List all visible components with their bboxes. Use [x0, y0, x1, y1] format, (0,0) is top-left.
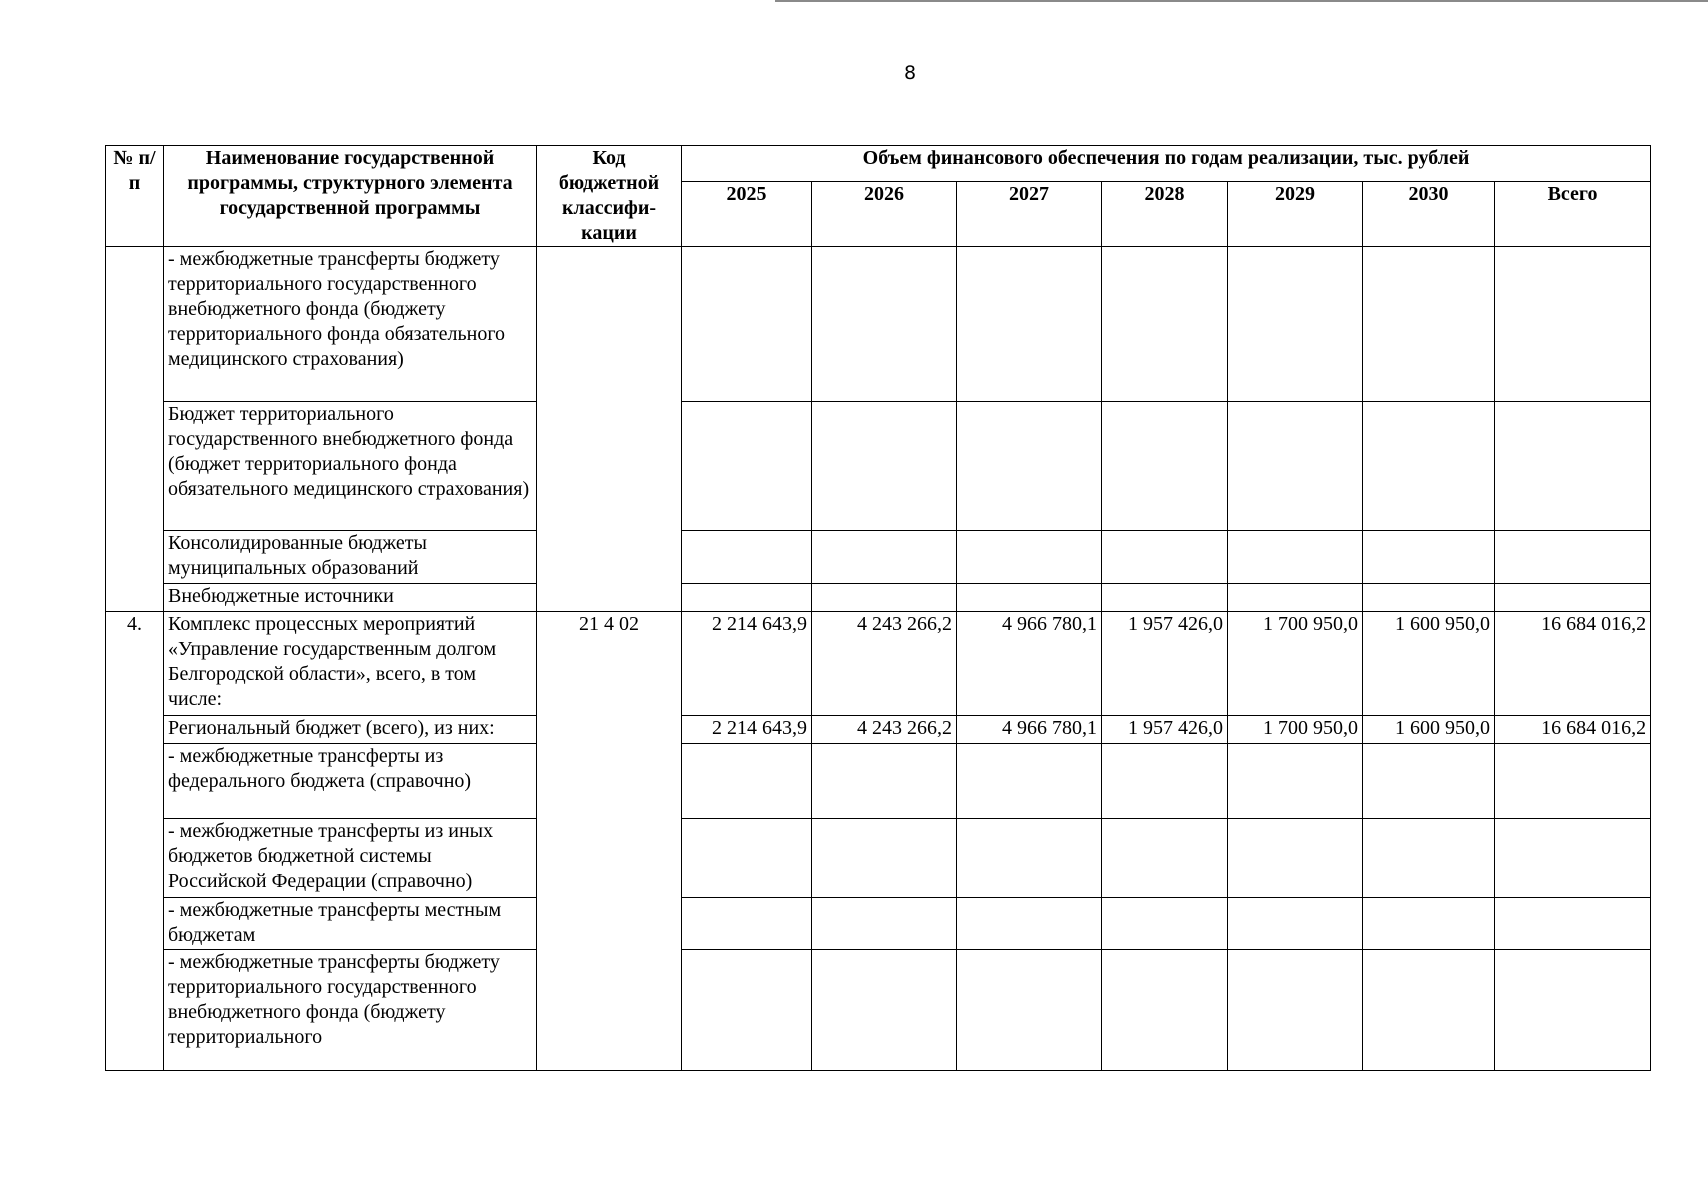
- value-cell: [1102, 950, 1228, 1071]
- header-year: 2025: [682, 182, 812, 247]
- row-index: [106, 247, 164, 612]
- table-row: [106, 950, 1651, 1071]
- financing-table: [105, 145, 1651, 1071]
- value-cell: [812, 898, 957, 950]
- header-year: 2028: [1102, 182, 1228, 247]
- value-cell: [682, 584, 812, 612]
- value-cell: [1363, 819, 1495, 898]
- row-code: 21 4 02: [537, 612, 682, 1071]
- value-cell: [812, 584, 957, 612]
- value-cell: [957, 819, 1102, 898]
- header-total: Всего: [1495, 182, 1651, 247]
- value-cell: [812, 531, 957, 584]
- header-year: 2030: [1363, 182, 1495, 247]
- value-cell: [1102, 819, 1228, 898]
- value-cell: [1363, 531, 1495, 584]
- value-cell: [1363, 744, 1495, 819]
- value-cell: [682, 898, 812, 950]
- value-cell: [812, 819, 957, 898]
- header-num: № п/п: [106, 146, 164, 247]
- value-cell: 1 957 426,0: [1102, 716, 1228, 744]
- value-cell: 4 243 266,2: [812, 612, 957, 716]
- value-cell: [682, 819, 812, 898]
- value-cell: [1228, 950, 1363, 1071]
- header-year: 2026: [812, 182, 957, 247]
- row-name: - межбюджетные трансферты бюджету территориального государственного внебюджетного фонда (бюджету территориального фонда обязательного медицинского страхования): [164, 247, 537, 402]
- row-name: - межбюджетные трансферты бюджету территориального государственного внебюджетного фонда (бюджету территориального: [164, 950, 537, 1071]
- value-cell: [1363, 402, 1495, 531]
- table-header: [106, 146, 1651, 247]
- value-cell: [1228, 531, 1363, 584]
- value-cell: 1 600 950,0: [1363, 612, 1495, 716]
- row-name: Комплекс процессных мероприятий «Управление государственным долгом Белгородской области», всего, в том числе:: [164, 612, 537, 716]
- row-name: Региональный бюджет (всего), из них:: [164, 716, 537, 744]
- value-cell: [1102, 584, 1228, 612]
- value-cell: [1363, 950, 1495, 1071]
- table-row: [106, 247, 1651, 402]
- row-name: Консолидированные бюджеты муниципальных образований: [164, 531, 537, 584]
- row-name: Внебюджетные источники: [164, 584, 537, 612]
- row-code: [537, 247, 682, 612]
- table-row: [106, 612, 1651, 716]
- value-cell: 4 966 780,1: [957, 716, 1102, 744]
- value-cell: [1495, 898, 1651, 950]
- value-cell: 2 214 643,9: [682, 612, 812, 716]
- value-cell: [1228, 744, 1363, 819]
- value-cell: 16 684 016,2: [1495, 612, 1651, 716]
- value-cell: 4 966 780,1: [957, 612, 1102, 716]
- value-cell: [1102, 898, 1228, 950]
- table-row: [106, 584, 1651, 612]
- value-cell: [1363, 584, 1495, 612]
- value-cell: [682, 247, 812, 402]
- table-row: [106, 531, 1651, 584]
- value-cell: [957, 531, 1102, 584]
- value-cell: [1228, 584, 1363, 612]
- value-cell: [1495, 247, 1651, 402]
- value-cell: [1363, 247, 1495, 402]
- value-cell: [957, 744, 1102, 819]
- header-name: Наименование государственной программы, структурного элемента государственной программы: [164, 146, 537, 247]
- value-cell: [812, 402, 957, 531]
- row-name: Бюджет территориального государственного внебюджетного фонда (бюджет территориального фонда обязательного медицинского страхования): [164, 402, 537, 531]
- table-row: [106, 744, 1651, 819]
- table-body: [106, 247, 1651, 1071]
- value-cell: 1 957 426,0: [1102, 612, 1228, 716]
- value-cell: 2 214 643,9: [682, 716, 812, 744]
- value-cell: [682, 744, 812, 819]
- value-cell: [957, 402, 1102, 531]
- value-cell: [1228, 247, 1363, 402]
- value-cell: [682, 950, 812, 1071]
- value-cell: 16 684 016,2: [1495, 716, 1651, 744]
- value-cell: 1 700 950,0: [1228, 612, 1363, 716]
- table-row: [106, 898, 1651, 950]
- table-row: [106, 819, 1651, 898]
- value-cell: [812, 950, 957, 1071]
- table-row: [106, 716, 1651, 744]
- value-cell: [957, 898, 1102, 950]
- value-cell: 1 700 950,0: [1228, 716, 1363, 744]
- value-cell: [1495, 744, 1651, 819]
- value-cell: [1228, 898, 1363, 950]
- top-rule: [775, 0, 1708, 2]
- value-cell: [1102, 247, 1228, 402]
- row-index: 4.: [106, 612, 164, 1071]
- header-code: Код бюджетной классифи-кации: [537, 146, 682, 247]
- value-cell: [1228, 819, 1363, 898]
- value-cell: [1495, 402, 1651, 531]
- table-row: [106, 402, 1651, 531]
- value-cell: [812, 744, 957, 819]
- value-cell: [682, 531, 812, 584]
- header-year: 2029: [1228, 182, 1363, 247]
- value-cell: [1495, 584, 1651, 612]
- value-cell: [1363, 898, 1495, 950]
- value-cell: [957, 950, 1102, 1071]
- value-cell: [957, 584, 1102, 612]
- value-cell: [1102, 744, 1228, 819]
- value-cell: [1495, 950, 1651, 1071]
- value-cell: [1102, 402, 1228, 531]
- value-cell: [957, 247, 1102, 402]
- value-cell: [1495, 819, 1651, 898]
- header-volume: Объем финансового обеспечения по годам реализации, тыс. рублей: [682, 146, 1651, 182]
- value-cell: [812, 247, 957, 402]
- row-name: - межбюджетные трансферты из федерального бюджета (справочно): [164, 744, 537, 819]
- header-year: 2027: [957, 182, 1102, 247]
- page-number: 8: [903, 62, 917, 84]
- row-name: - межбюджетные трансферты из иных бюджетов бюджетной системы Российской Федерации (справочно): [164, 819, 537, 898]
- value-cell: [1228, 402, 1363, 531]
- value-cell: 4 243 266,2: [812, 716, 957, 744]
- value-cell: 1 600 950,0: [1363, 716, 1495, 744]
- value-cell: [682, 402, 812, 531]
- value-cell: [1495, 531, 1651, 584]
- value-cell: [1102, 531, 1228, 584]
- row-name: - межбюджетные трансферты местным бюджетам: [164, 898, 537, 950]
